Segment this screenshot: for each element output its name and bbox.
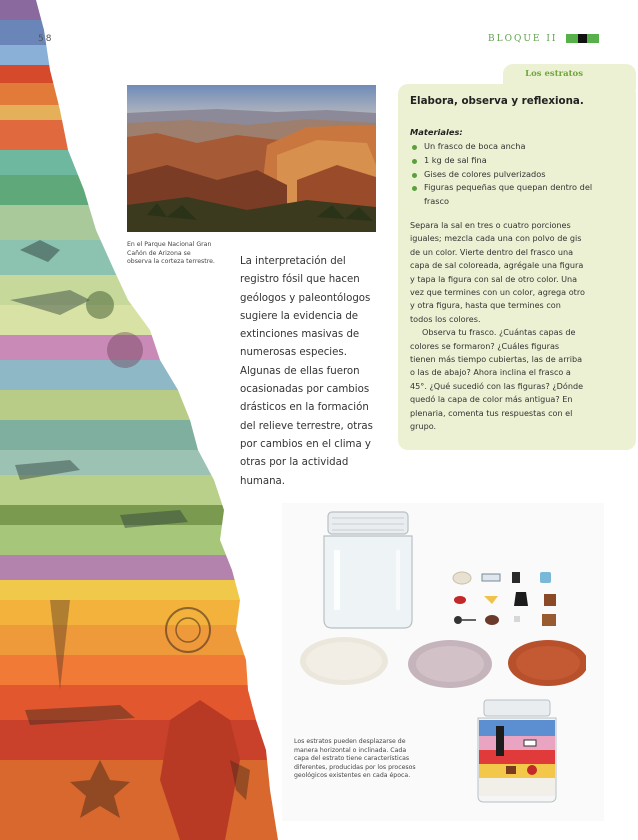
list-item: Un frasco de boca ancha: [410, 140, 610, 154]
small-figures-illustration: [448, 566, 568, 630]
page-number: 58: [38, 34, 54, 44]
activity-tab-label: Los estratos: [525, 69, 583, 79]
materials-title: Materiales:: [410, 127, 463, 137]
instructions-paragraph: Separa la sal en tres o cuatro porciones iguales; mezcla cada una con polvo de gis de un color. Vierte dentro del frasco una capa de sal coloreada, agrégale una figura y tapa la figura con sal de otro color. Una vez que termines con un color, agrega otro y otra figura, hasta que termines con todos los colores.: [410, 220, 585, 324]
section-label: BLOQUE II: [488, 34, 558, 44]
section-color-bar: [566, 34, 599, 43]
materials-caption: Los estratos pueden desplazarse de manera horizontal o inclinada. Cada capa del estrato tiene características diferentes, producidas por los procesos geológicos existentes en cada época.: [294, 738, 416, 780]
materials-list: [410, 140, 610, 209]
empty-jar-illustration: [320, 510, 416, 630]
list-item: Gises de colores pulverizados: [410, 168, 610, 182]
list-item: 1 kg de sal fina: [410, 154, 610, 168]
activity-title: Elabora, observa y reflexiona.: [410, 95, 584, 107]
colored-salt-piles: [296, 633, 586, 691]
activity-instructions: [410, 219, 585, 434]
main-paragraph: La interpretación del registro fósil que hacen geólogos y paleontólogos sugiere la evidencia de extinciones masivas de numerosas especies. Algunas de ellas fueron ocasionadas por cambios drásticos en la formación del relieve terrestre, otras por cambios en el clima y otras por la actividad humana.: [240, 256, 373, 487]
grand-canyon-photo: [127, 85, 376, 232]
questions-paragraph: Observa tu frasco. ¿Cuántas capas de colores se formaron? ¿Cuáles figuras tienen más tiempo cubiertas, las de arriba o las de abajo? Ahora inclina el frasco a 45°. ¿Qué sucedió con las figuras? ¿Dónde quedó la capa de color más antigua? En plenaria, comenta tus respuestas con el grupo.: [410, 327, 584, 432]
photo-caption: En el Parque Nacional Gran Cañón de Arizona se observa la corteza terrestre.: [127, 241, 215, 266]
layered-jar-illustration: [474, 698, 560, 804]
list-item: Figuras pequeñas que quepan dentro del frasco: [410, 181, 610, 209]
